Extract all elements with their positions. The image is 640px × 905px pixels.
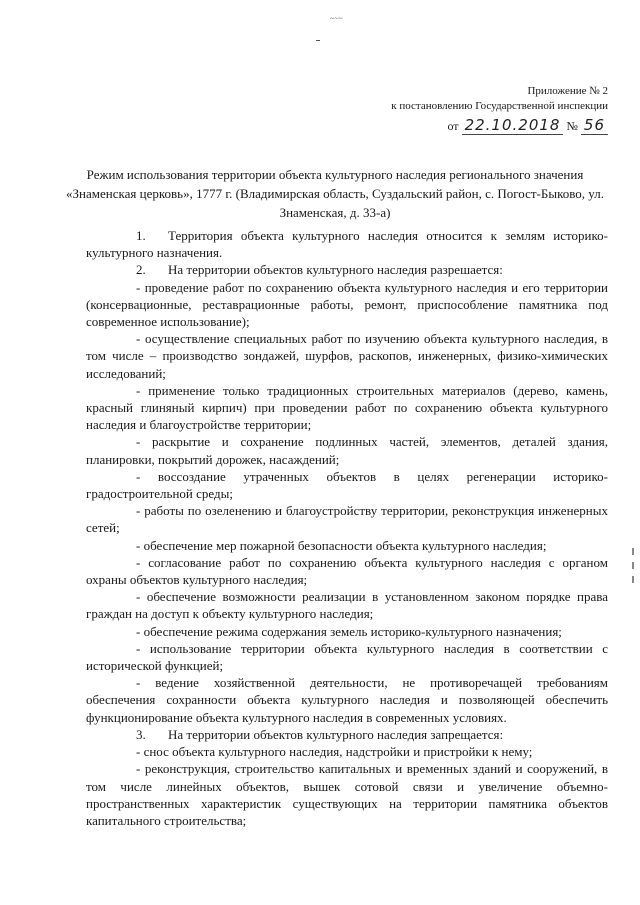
list-item: - снос объекта культурного наследия, надстройки и пристройки к нему; (136, 744, 533, 760)
numbered-paragraph (86, 227, 608, 261)
handwritten-date: 22.10.2018 (462, 116, 564, 135)
handwritten-number: 56 (581, 116, 608, 135)
list-item: - согласование работ по сохранению объекта культурного наследия с органом охраны объектов культурного наследия; (86, 554, 608, 588)
paragraph-number: 1. (136, 228, 146, 243)
numbered-paragraph (86, 261, 608, 278)
list-item: - обеспечение возможности реализации в установленном законом порядке права граждан на доступ к объекту культурного наследия; (86, 589, 608, 622)
paragraph-text: На территории объектов культурного наследия разрешается: (168, 262, 503, 278)
margin-mark (632, 548, 634, 555)
resolution-label: к постановлению Государственной инспекции (391, 100, 608, 112)
appendix-header (391, 84, 608, 114)
paragraph-text: На территории объектов культурного наследия запрещается: (168, 726, 504, 742)
list-item: - ведение хозяйственной деятельности, не противоречащей требованиям обеспечения сохранности объекта культурного наследия и позволяющей обеспечить функционирование объекта культурного наследия в современных условиях. (86, 675, 608, 725)
list-item: - обеспечение мер пожарной безопасности объекта культурного наследия; (136, 537, 547, 553)
document-reference (447, 116, 608, 135)
list-item: - реконструкция, строительство капитальных и временных зданий и сооружений, в том числе линейных объектов, вышек сотовой связи и увеличение объемно-пространственных характеристик существующих на территории памятника объектов капитального строительства; (86, 761, 608, 828)
margin-mark (632, 562, 634, 569)
list-item: - применение только традиционных строительных материалов (дерево, камень, красный глиняный кирпич) при проведении работ по сохранению объекта культурного наследия и благоустройстве территории; (86, 382, 608, 433)
paragraph-number: 2. (136, 262, 146, 278)
list-item: - обеспечение режима содержания земель историко-культурного назначения; (136, 623, 562, 639)
list-item: - использование территории объекта культурного наследия в соответствии с исторической функцией; (86, 640, 608, 674)
list-item: - воссоздание утраченных объектов в целях регенерации историко-градостроительной среды; (86, 468, 608, 502)
list-item: - проведение работ по сохранению объекта культурного наследия и его территории (консервационные, реставрационные работы, ремонт, приспособление памятника под современное использование); (86, 279, 608, 330)
number-label: № (566, 119, 578, 133)
list-item: - работы по озеленению и благоустройству территории, реконструкция инженерных сетей; (86, 503, 608, 536)
numbered-paragraph (86, 726, 608, 743)
scan-artifact-dash (316, 40, 320, 41)
list-item: - осуществление специальных работ по изучению объекта культурного наследия, в том числе – производство зондажей, шурфов, раскопов, инженерных, физико-химических исследований; (86, 331, 608, 381)
paragraph-number: 3. (136, 726, 146, 742)
document-body (86, 227, 608, 829)
date-prefix: от (447, 119, 459, 133)
appendix-label: Приложение № 2 (527, 85, 608, 97)
list-item: - раскрытие и сохранение подлинных частей, элементов, деталей здания, планировки, покрытий дорожек, насаждений; (86, 434, 608, 467)
document-title: Режим использования территории объекта культурного наследия регионального значения «Знаменская церковь», 1777 г. (Владимирская область, Суздальский район, с. Погост-Быково, ул. Знаменская, д. 33-а) (66, 167, 604, 220)
scan-artifact: ~~~ (330, 14, 343, 23)
paragraph-text: Территория объекта культурного наследия относится к землям историко-культурного назначения. (86, 228, 608, 261)
margin-mark (632, 576, 634, 583)
